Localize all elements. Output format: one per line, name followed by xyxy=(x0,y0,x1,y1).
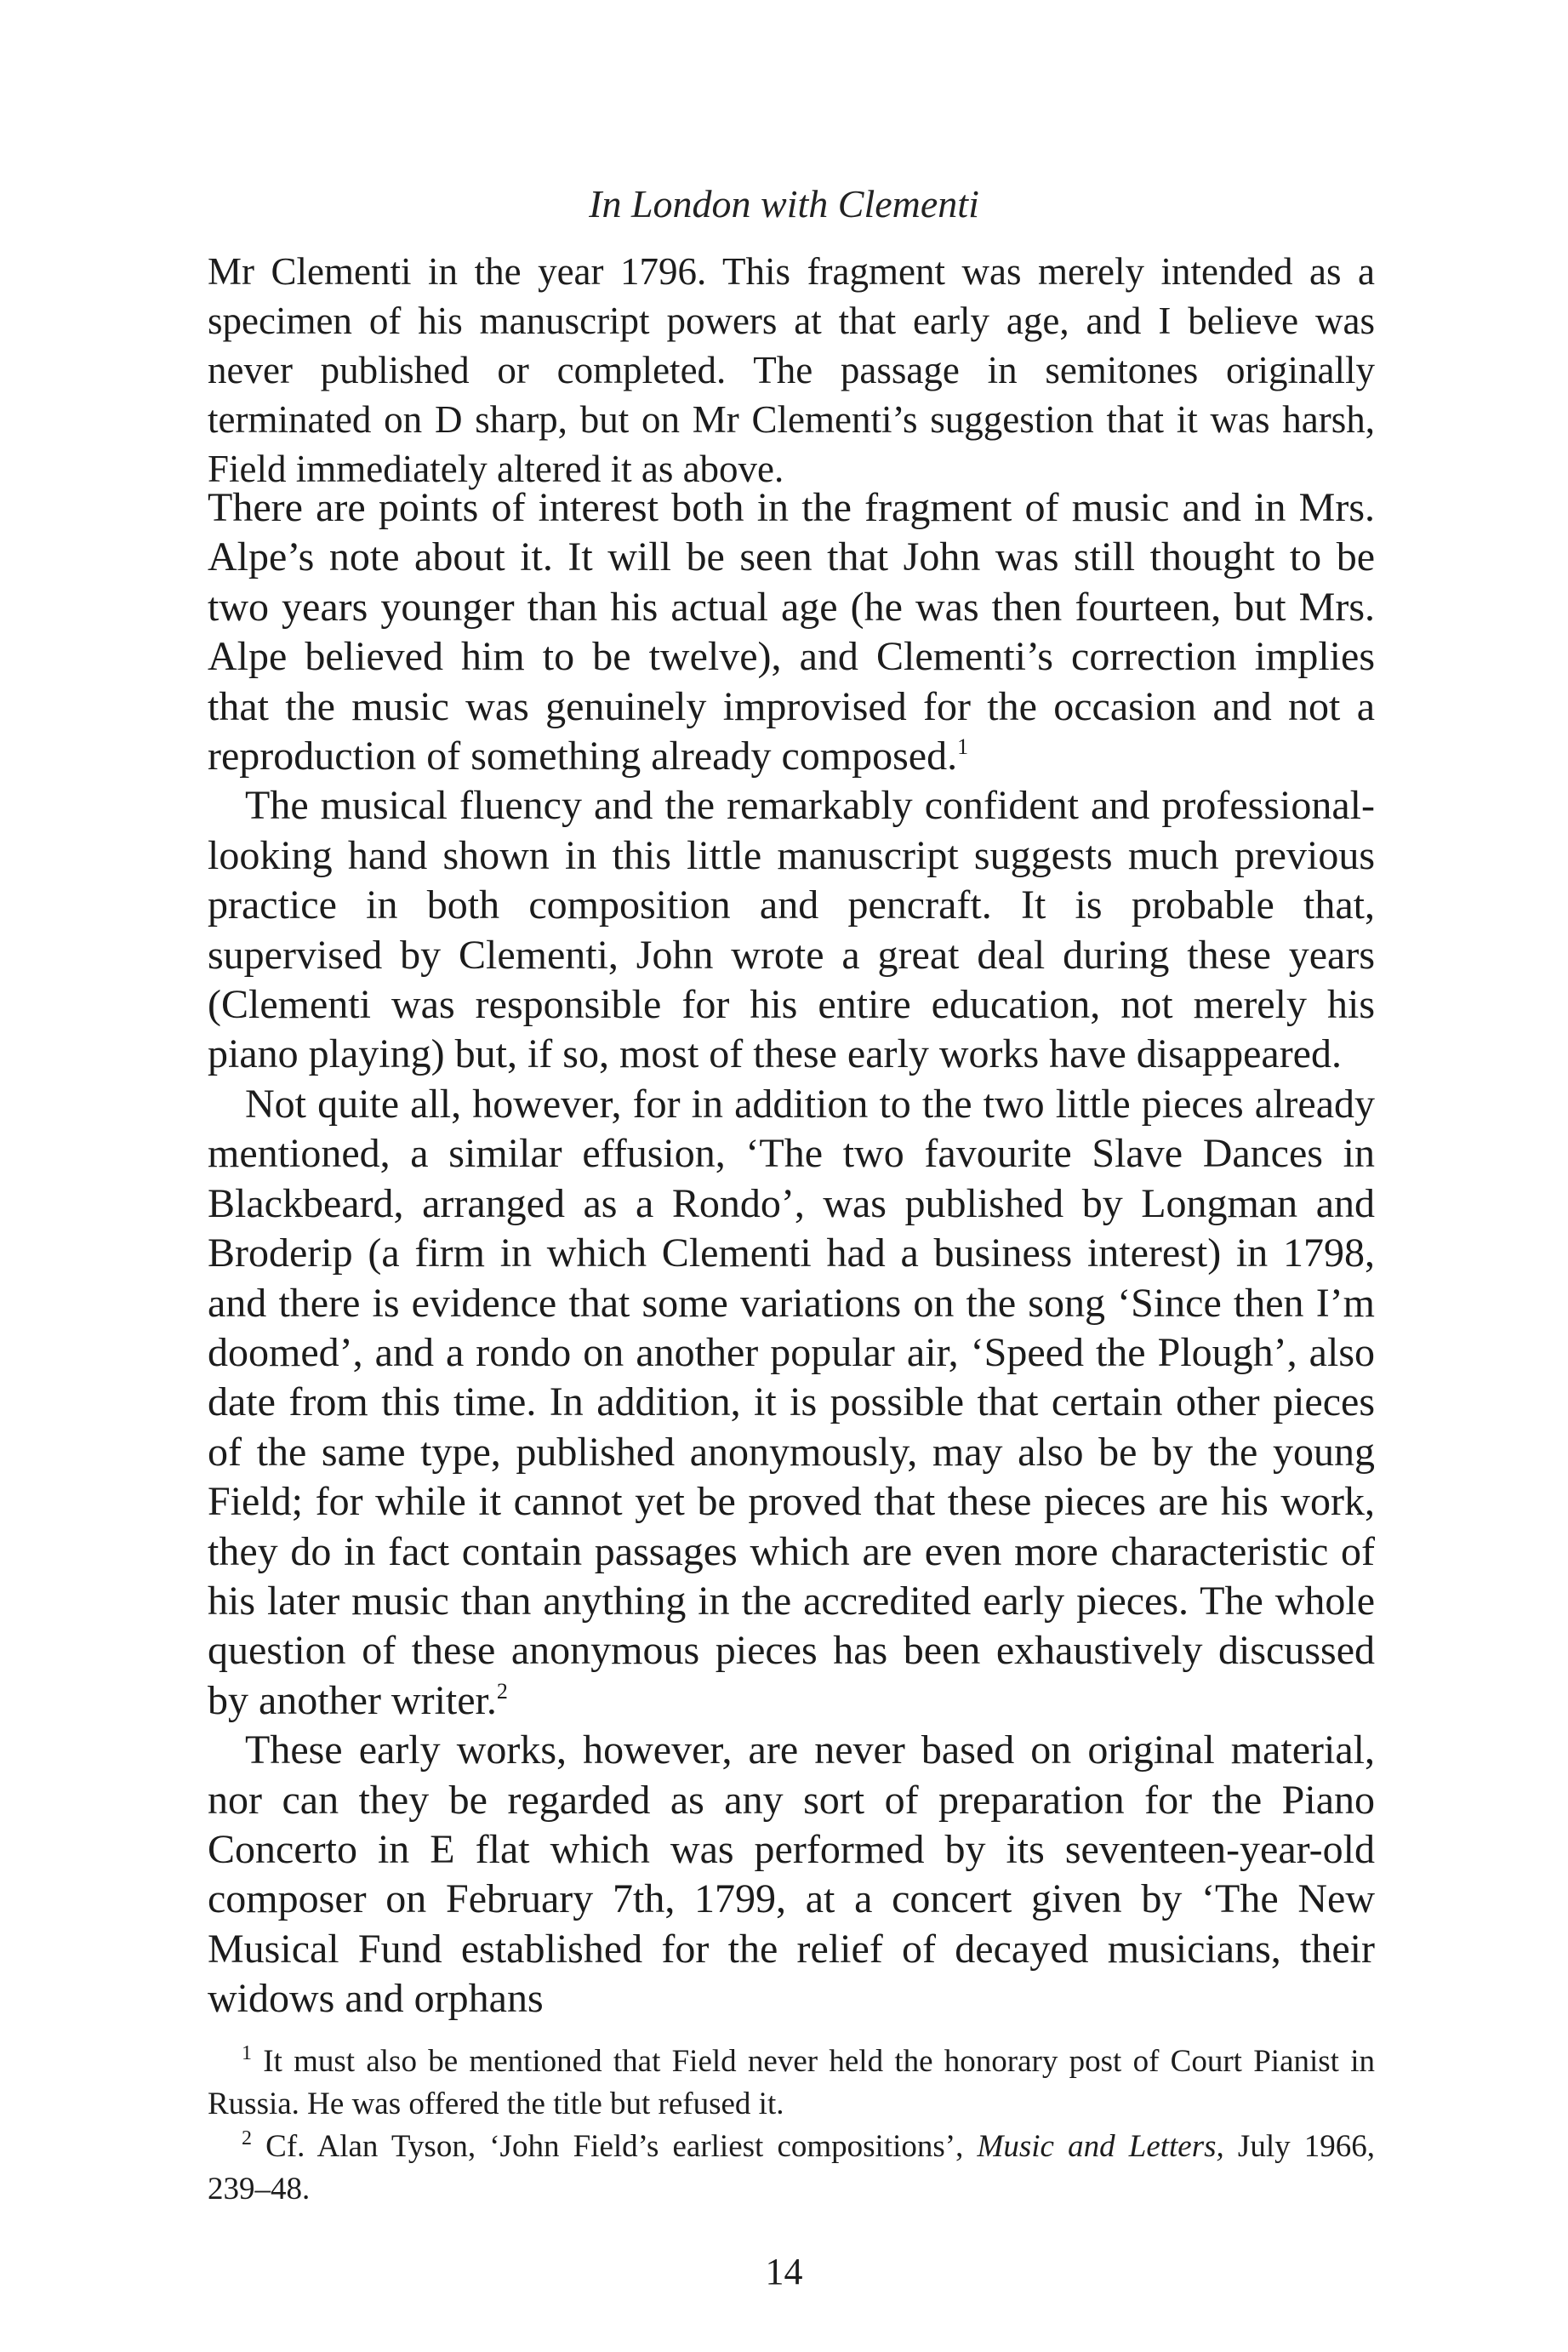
paragraph xyxy=(208,1726,1375,2024)
journal-title: Music and Letters, xyxy=(977,2129,1224,2164)
paragraph-text: These early works, however, are never based on original material, nor can they be regarded as any sort of preparation for the Piano Concerto in E flat which was performed by its seventeen-year-old composer on February 7th, 1799, at a concert given by ‘The New Musical Fund established for the relief of decayed musicians, their widows and orphans xyxy=(208,1727,1375,2022)
footnote-reference: 1 xyxy=(957,734,969,760)
paragraph-text: There are points of interest both in the fragment of music and in Mrs. Alpe’s note about it. It will be seen that John was still thought to be two years younger than his actual age (he was then fourteen, but Mrs. Alpe believed him to be twelve), and Clementi’s correction implies that the music was genuinely improvised for the occasion and not a reproduction of something already composed. xyxy=(208,485,1375,779)
paragraph-text: Not quite all, however, for in addition to the two little pieces already mentioned, a similar effusion, ‘The two favourite Slave Dances in Blackbeard, arranged as a Rondo’, was published by Longman and Broderip (a firm in which Clementi had a business interest) in 1798, and there is evidence that some variations on the song ‘Since then I’m doomed’, and a rondo on another popular air, ‘Speed the Plough’, also date from this time. In addition, it is possible that certain other pieces of the same type, published anonymously, may also be by the young Field; for while it cannot yet be proved that these pieces are his work, they do in fact contain passages which are even more characteristic of his later music than anything in the accredited early pieces. The whole question of these anonymous pieces has been exhaustively discussed by another writer. xyxy=(208,1081,1375,1723)
paragraph xyxy=(208,781,1375,1079)
paragraph-text: The musical fluency and the remarkably confident and professional-looking hand shown in this little manuscript suggests much previous practice in both composition and pencraft. It is probable that, supervised by Clementi, John wrote a great deal during these years (Clementi was responsible for his entire education, not merely his piano playing) but, if so, most of these early works have disappeared. xyxy=(208,783,1375,1077)
footnote-text: It must also be mentioned that Field never held the honorary post of Court Pianist in Russia. He was offered the title but refused it. xyxy=(208,2044,1375,2121)
paragraph xyxy=(208,483,1375,781)
quoted-note: Mr Clementi in the year 1796. This fragment was merely intended as a specimen of his manuscript powers at that early age, and I believe was never published or completed. The passage in semitones originally terminated on D sharp, but on Mr Clementi’s suggestion that it was harsh, Field immediately altered it as above. xyxy=(208,250,1375,490)
footnote-text: Cf. Alan Tyson, ‘John Field’s earliest compositions’, xyxy=(265,2129,978,2164)
page-number: 14 xyxy=(765,2251,803,2292)
footnote-mark: 2 xyxy=(242,2127,252,2149)
paragraph xyxy=(208,1080,1375,1726)
footnotes xyxy=(208,2041,1375,2211)
footnote xyxy=(208,2041,1375,2126)
footnote-mark: 1 xyxy=(242,2042,252,2064)
body-text xyxy=(208,483,1375,2024)
footnote-reference: 2 xyxy=(496,1678,508,1704)
footnote xyxy=(208,2126,1375,2211)
running-head: In London with Clementi xyxy=(589,182,979,225)
footnote-text-tail: July 1966, 239–48. xyxy=(208,2129,1376,2206)
